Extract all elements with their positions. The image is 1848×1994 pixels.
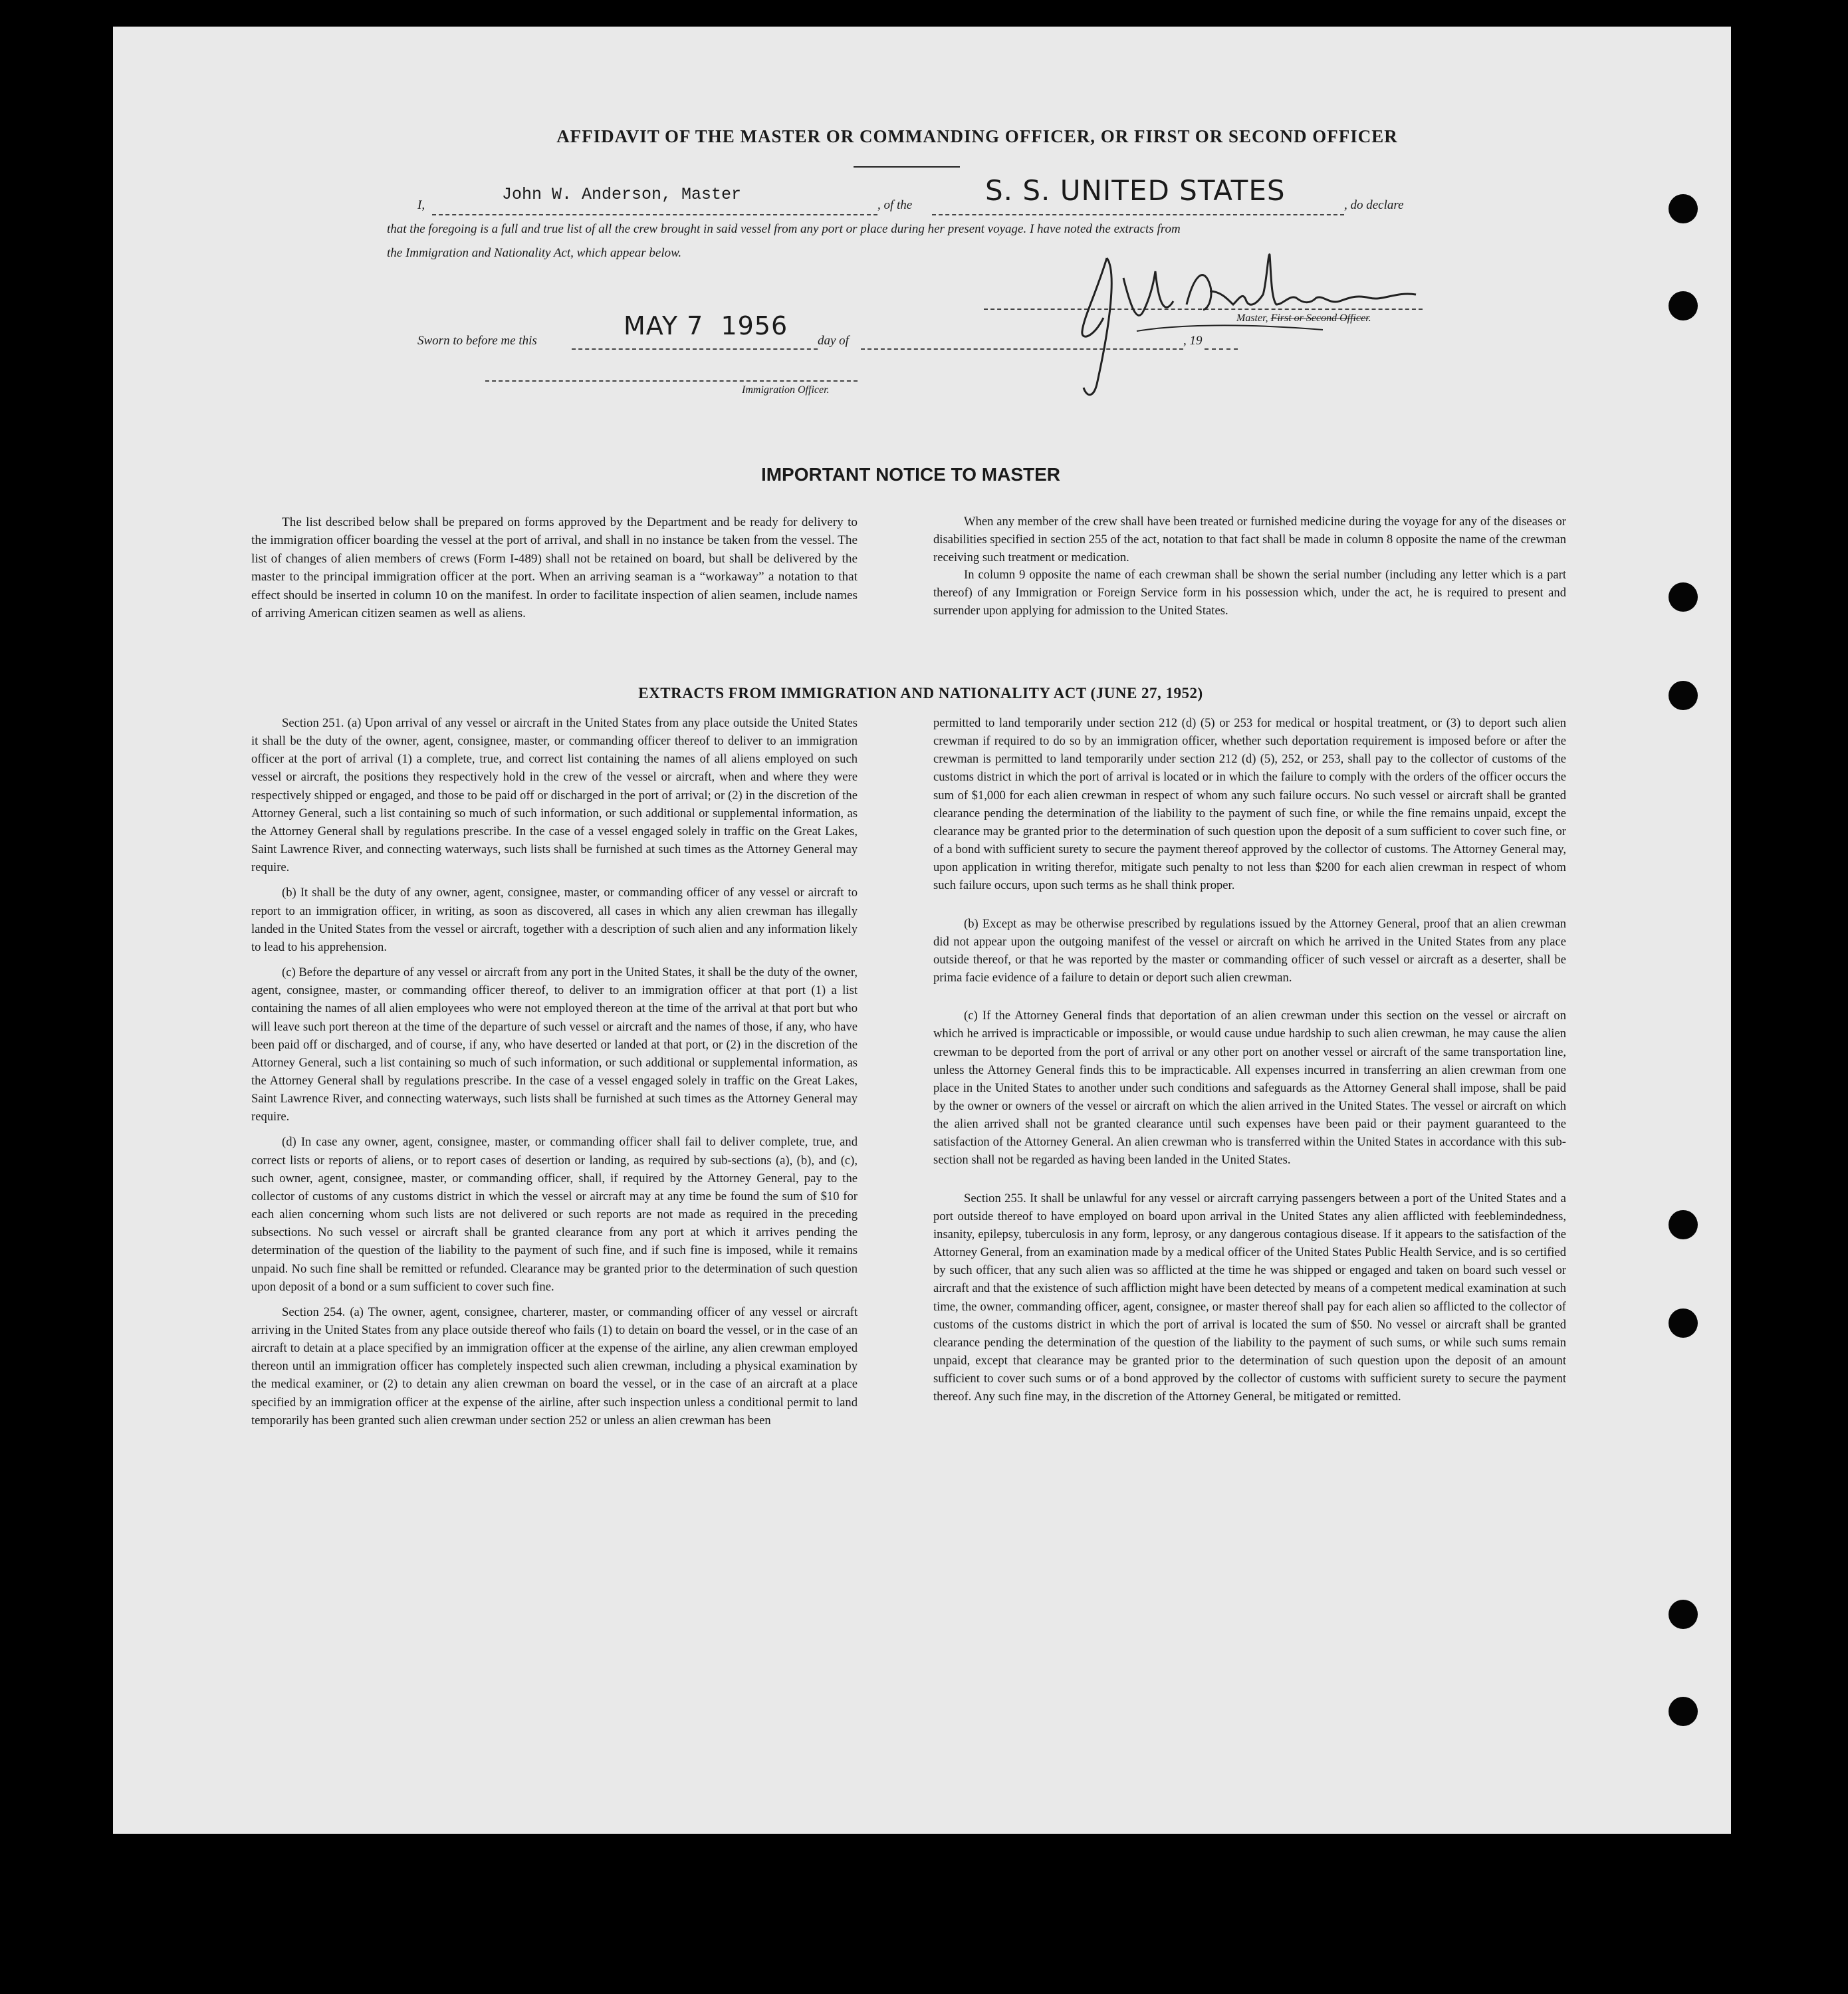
notice-right-column <box>933 513 1566 620</box>
master-name-line <box>432 214 877 215</box>
binder-hole-7 <box>1669 1600 1698 1629</box>
binder-hole-4 <box>1669 681 1698 710</box>
notice-right-paragraph-1: When any member of the crew shall have been treated or furnished medicine during the voyage for any of the diseases or disabilities specified in section 255 of the act, notation to that fact shall be made in column 8 opposite the name of the crewman receiving such treatment or medication. <box>933 515 1566 564</box>
day-of-line <box>861 348 1183 350</box>
year-line <box>1205 348 1238 350</box>
sworn-date-line <box>572 348 818 350</box>
vessel-name-value: S. S. UNITED STATES <box>985 174 1286 207</box>
document-page <box>113 27 1731 1834</box>
notice-left-paragraph: The list described below shall be prepared on forms approved by the Department and be ready for delivery to the immigration officer boarding the vessel at the port of arrival, and shall in no instance be taken from the vessel. The list of changes of alien members of crews (Form I-489) shall not be retained on board, but shall be delivered by the master to the principal immigration officer at the port. When an arriving seaman is a “workaway” a notation to that effect should be inserted in column 10 on the manifest. In order to facilitate inspection of alien seamen, include names of arriving American citizen seamen as well as aliens. <box>251 515 858 621</box>
extracts-left-column <box>251 714 858 1430</box>
day-of-label: day of <box>818 334 849 348</box>
signature-caption-struck: First or Second Officer <box>1270 312 1369 324</box>
binder-hole-3 <box>1669 582 1698 612</box>
extracts-right-column <box>933 714 1566 1406</box>
affidavit-title: AFFIDAVIT OF THE MASTER OR COMMANDING OFFICER, OR FIRST OR SECOND OFFICER <box>556 126 1398 146</box>
master-name-value: John W. Anderson, Master <box>502 185 742 204</box>
year-prefix: , 19 <box>1183 334 1203 348</box>
section-251-a: Section 251. (a) Upon arrival of any vessel or aircraft in the United States from any place outside the United States it shall be the duty of the owner, agent, consignee, master, or commanding officer thereof to deliver to an immigration officer at the port of arrival (1) a complete, true, and correct list containing the names of all aliens employed on such vessel or aircraft, the positions they respectively hold in the crew of the vessel or aircraft, when and where they were respectively shipped or engaged, and those to be paid off or discharged in the port of arrival; or (2) in the discretion of the Attorney General, such a list containing so much of such information, or such additional or supplemental information, as the Attorney General shall by regulations prescribe. In the case of a vessel engaged solely in traffic on the Great Lakes, Saint Lawrence River, and connecting waterways, such lists shall be furnished at such times as the Attorney General may require. <box>251 716 858 875</box>
signature-caption <box>1236 312 1371 324</box>
binder-hole-5 <box>1669 1210 1698 1239</box>
section-254-c: (c) If the Attorney General finds that deportation of an alien crewman under this section on the vessel or aircraft on which he arrived is impracticable or impossible, or would cause undue hardship to such alien crewman, he may cause the alien crewman to be deported from the port of arrival or any other port on another vessel or aircraft of the same transportation line, unless the Attorney General finds this to be impracticable. All expenses incurred in transferring an alien crewman from one place in the United States to another under such conditions and safeguards as the Attorney General shall impose, shall be paid by the owner or owners of the vessel or aircraft on which the alien arrived in the United States. The vessel or aircraft on which the alien arrived shall not be granted clearance until such expenses have been paid or their payment guaranteed to the satisfaction of the Attorney General. An alien crewman who is transferred within the United States in accordance with this sub-section shall not be regarded as having been landed in the United States. <box>933 1009 1566 1168</box>
declaration-line-1: that the foregoing is a full and true list of all the crew brought in said vessel from any port or place during her present voyage. I have noted the extracts from <box>387 222 1181 236</box>
declaration-line-2: the Immigration and Nationality Act, which appear below. <box>387 246 682 260</box>
section-251-d: (d) In case any owner, agent, consignee, master, or commanding officer shall fail to deliver complete, true, and correct lists or reports of aliens, or to report cases of desertion or landing, as required by sub-sections (a), (b), and (c), such owner, agent, consignee, master, or commanding officer, shall, if required by the Attorney General, pay to the collector of customs of any customs district in which the vessel or aircraft may at any time be found the sum of $10 for each alien concerning whom such lists are not delivered or such reports are not made as required in the preceding subsections. No such vessel or aircraft shall be granted clearance from any port at which it arrives pending the determination of the question of the liability to the payment of such fine, and if such fine is imposed, while it remains unpaid. No such fine shall be remitted or refunded. Clearance may be granted prior to the determination of such question upon deposit of a bond or a sum sufficient to cover such fine. <box>251 1135 858 1294</box>
signature-caption-prefix: Master, <box>1236 312 1271 324</box>
signature-caption-suffix: . <box>1368 312 1371 324</box>
section-251-c: (c) Before the departure of any vessel or aircraft from any port in the United States, it shall be the duty of the owner, agent, consignee, master, or commanding officer thereof, to deliver to an immigration officer at that port (1) a list containing the names of all alien employees who were not employed thereon at the time of the arrival at that port but who will leave such port thereon at the time of the departure of such vessel or aircraft and the names of those, if any, who have been paid off or discharged, and of course, if any, who have deserted or landed at that port, or (2) in the discretion of the Attorney General, such a list containing so much of such information, or such additional or supplemental information, as the Attorney General shall by regulations prescribe. In the case of a vessel engaged solely in traffic on the Great Lakes, Saint Lawrence River, and connecting waterways, such lists shall be furnished at such times as the Attorney General may require. <box>251 965 858 1124</box>
vessel-name-line <box>932 214 1344 215</box>
immigration-officer-label: Immigration Officer. <box>742 384 830 396</box>
extracts-title: EXTRACTS FROM IMMIGRATION AND NATIONALITY ACT (JUNE 27, 1952) <box>638 685 1203 701</box>
immigration-officer-line <box>485 380 858 382</box>
section-251-b: (b) It shall be the duty of any owner, agent, consignee, master, or commanding officer of any vessel or aircraft to report to an immigration officer, in writing, as soon as discovered, all cases in which any alien crewman has illegally landed in the United States from the vessel or aircraft, together with a description of such alien and any information likely to lead to his apprehension. <box>251 886 858 954</box>
binder-hole-6 <box>1669 1309 1698 1338</box>
do-declare-label: , do declare <box>1344 198 1404 212</box>
binder-hole-1 <box>1669 194 1698 223</box>
sworn-label: Sworn to before me this <box>417 334 537 348</box>
binder-hole-2 <box>1669 291 1698 320</box>
sworn-date-stamp: MAY 7 1956 <box>624 311 788 340</box>
notice-right-paragraph-2: In column 9 opposite the name of each crewman shall be shown the serial number (including any letter which is a part thereof) of any Immigration or Foreign Service form in his possession which, under the act, he is required to present and surrender upon applying for admission to the United States. <box>933 568 1566 618</box>
notice-title: IMPORTANT NOTICE TO MASTER <box>760 464 1061 485</box>
section-254-a-continued: permitted to land temporarily under section 212 (d) (5) or 253 for medical or hospital treatment, or (3) to deport such alien crewman if required to do so by an immigration officer, whether such deportation requirement is imposed before or after the crewman is permitted to land temporarily under section 212 (d) (5), 252, or 253, shall pay to the collector of customs of the customs district in which the port of arrival is located or in which the failure to comply with the orders of the officer occurs the sum of $1,000 for each alien crewman in respect of whom any such failure occurs. No such vessel or aircraft shall be granted clearance pending the determination of the liability to the payment of such fine, or while the fine remains unpaid, except the clearance may be granted prior to the determination of such question upon the deposit of a sum sufficient to cover such fine, or of a bond with sufficient surety to secure the payment thereof approved by the collector of customs. The Attorney General may, upon application in writing therefor, mitigate such penalty to not less than $200 for each alien crewman in respect of whom such failure occurs, upon such terms as he shall think proper. <box>933 716 1566 893</box>
notice-left-column <box>251 513 858 622</box>
section-255: Section 255. It shall be unlawful for any vessel or aircraft carrying passengers between a port of the United States and a port outside thereof to have employed on board upon arrival in the United States any alien afflicted with feeblemindedness, insanity, epilepsy, tuberculosis in any form, leprosy, or any dangerous contagious disease. If it appears to the satisfaction of the Attorney General, from an examination made by a medical officer of the United States Public Health Service, and is so certified by such officer, that any such alien was so afflicted at the time he was shipped or engaged and taken on board such vessel or aircraft and that the existence of such affliction might have been detected by means of a competent medical examination at such time, the owner, commanding officer, agent, consignee, or master thereof shall pay for each alien so afflicted to the collector of customs of the customs district in which the port of arrival is located the sum of $50. No vessel or aircraft shall be granted clearance pending the determination of the question of the liability to the payment of such sums, or while such sums remain unpaid, except that clearance may be granted prior to the determination of such question upon the deposit of an amount sufficient to cover such sums or of a bond approved by the collector of customs with sufficient surety to secure the payment thereof. Any such fine may, in the discretion of the Attorney General, be mitigated or remitted. <box>933 1191 1566 1404</box>
section-254-b: (b) Except as may be otherwise prescribed by regulations issued by the Attorney General, proof that an alien crewman did not appear upon the outgoing manifest of the vessel or aircraft on which he arrived in the United States from any place outside thereof, or that he was reported by the master or commanding officer of such vessel or aircraft as a deserter, shall be prima facie evidence of a failure to detain or deport such alien crewman. <box>933 916 1566 985</box>
title-underline <box>854 166 960 168</box>
i-label: I, <box>417 198 425 212</box>
binder-hole-8 <box>1669 1697 1698 1726</box>
section-254-a: Section 254. (a) The owner, agent, consignee, charterer, master, or commanding officer of any vessel or aircraft arriving in the United States from any place outside thereof who fails (1) to detain on board the vessel, or in the case of an aircraft to detain at a place specified by an immigration officer at the expense of the airline, any alien crewman employed thereon until an immigration officer has completely inspected such alien crewman, including a physical examination by the medical examiner, or (2) to detain any alien crewman on board the vessel, or in the case of an aircraft at a place specified by an immigration officer at the expense of the airline, after such inspection unless a conditional permit to land temporarily has been granted such alien crewman under section 252 or unless an alien crewman has been <box>251 1305 858 1428</box>
of-the-label: , of the <box>877 198 913 212</box>
